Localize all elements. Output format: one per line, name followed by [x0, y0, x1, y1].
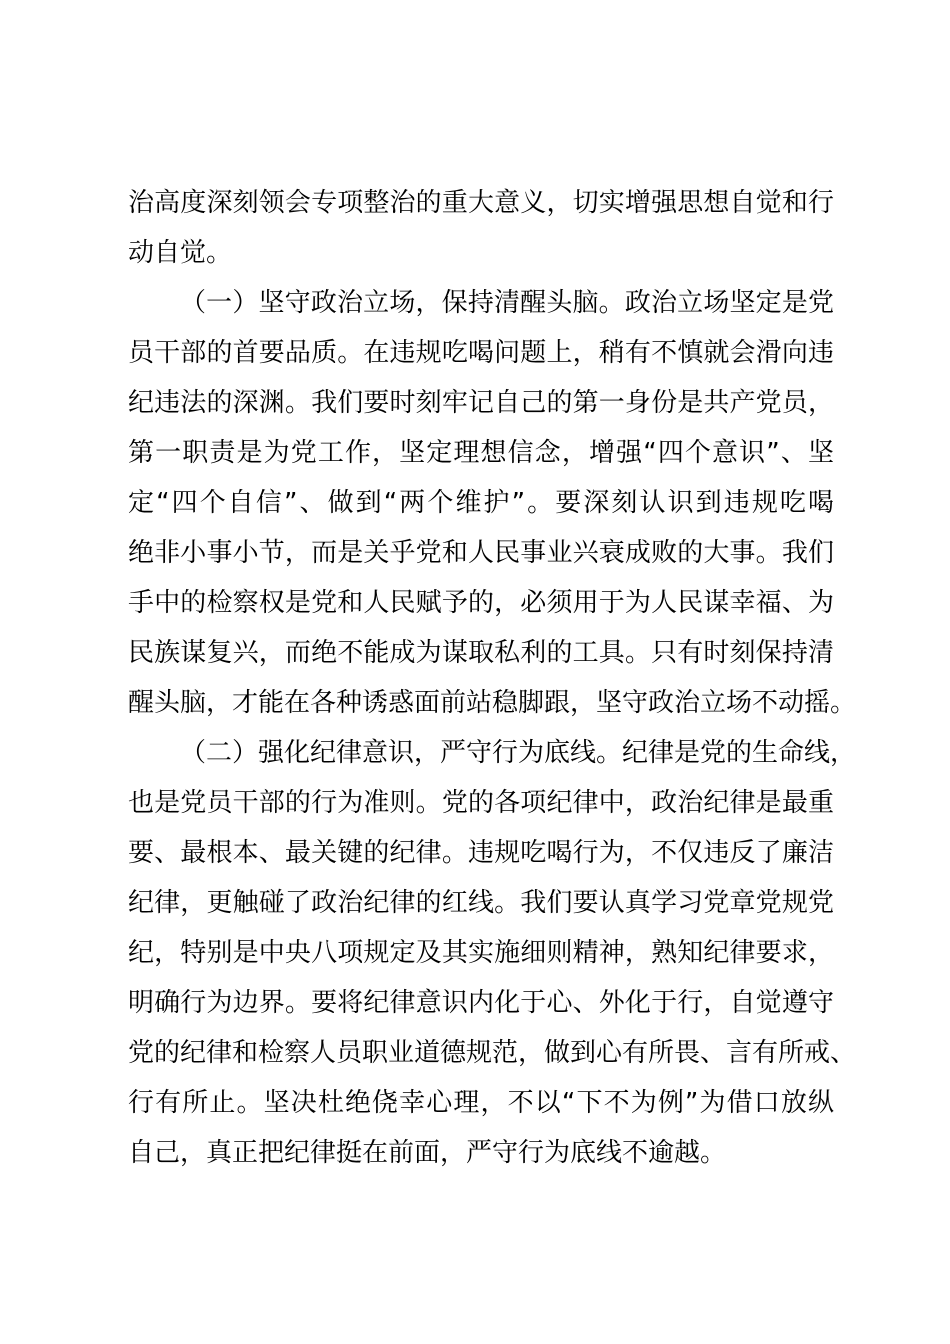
- text-line: 党的纪律和检察人员职业道德规范，做到心有所畏、言有所戒、: [128, 1038, 857, 1068]
- text-line: 治高度深刻领会专项整治的重大意义，切实增强思想自觉和行: [128, 188, 834, 218]
- document-body: [128, 178, 857, 1178]
- text-line: 手中的检察权是党和人民赋予的，必须用于为人民谋幸福、为: [128, 588, 834, 618]
- text-line: 自己，真正把纪律挺在前面，严守行为底线不逾越。: [128, 1138, 727, 1168]
- text-line: 醒头脑，才能在各种诱惑面前站稳脚跟，坚守政治立场不动摇。: [128, 688, 857, 718]
- text-line: 纪违法的深渊。我们要时刻牢记自己的第一身份是共产党员，: [128, 388, 834, 418]
- text-line: 民族谋复兴，而绝不能成为谋取私利的工具。只有时刻保持清: [128, 638, 834, 668]
- text-line: 纪，特别是中央八项规定及其实施细则精神，熟知纪律要求，: [128, 938, 834, 968]
- text-line: 明确行为边界。要将纪律意识内化于心、外化于行，自觉遵守: [128, 988, 834, 1018]
- text-line: 员干部的首要品质。在违规吃喝问题上，稍有不慎就会滑向违: [128, 338, 834, 368]
- section-heading-line: （一）坚守政治立场，保持清醒头脑。政治立场坚定是党: [180, 288, 834, 318]
- text-line: 要、最根本、最关键的纪律。违规吃喝行为，不仅违反了廉洁: [128, 838, 834, 868]
- paragraph-section-two: [128, 728, 857, 1178]
- text-line: 也是党员干部的行为准则。党的各项纪律中，政治纪律是最重: [128, 788, 834, 818]
- paragraph-section-one: [128, 278, 857, 728]
- text-line: 绝非小事小节，而是关乎党和人民事业兴衰成败的大事。我们: [128, 538, 834, 568]
- section-heading-line: （二）强化纪律意识，严守行为底线。纪律是党的生命线，: [180, 738, 857, 768]
- text-line: 纪律，更触碰了政治纪律的红线。我们要认真学习党章党规党: [128, 888, 834, 918]
- text-line: 行有所止。坚决杜绝侥幸心理，不以“下不为例”为借口放纵: [128, 1088, 834, 1118]
- text-line: 第一职责是为党工作，坚定理想信念，增强“四个意识”、坚: [128, 438, 834, 468]
- text-line: 定“四个自信”、做到“两个维护”。要深刻认识到违规吃喝: [128, 488, 834, 518]
- text-line: 动自觉。: [128, 238, 233, 268]
- paragraph-intro-continuation: [128, 178, 834, 278]
